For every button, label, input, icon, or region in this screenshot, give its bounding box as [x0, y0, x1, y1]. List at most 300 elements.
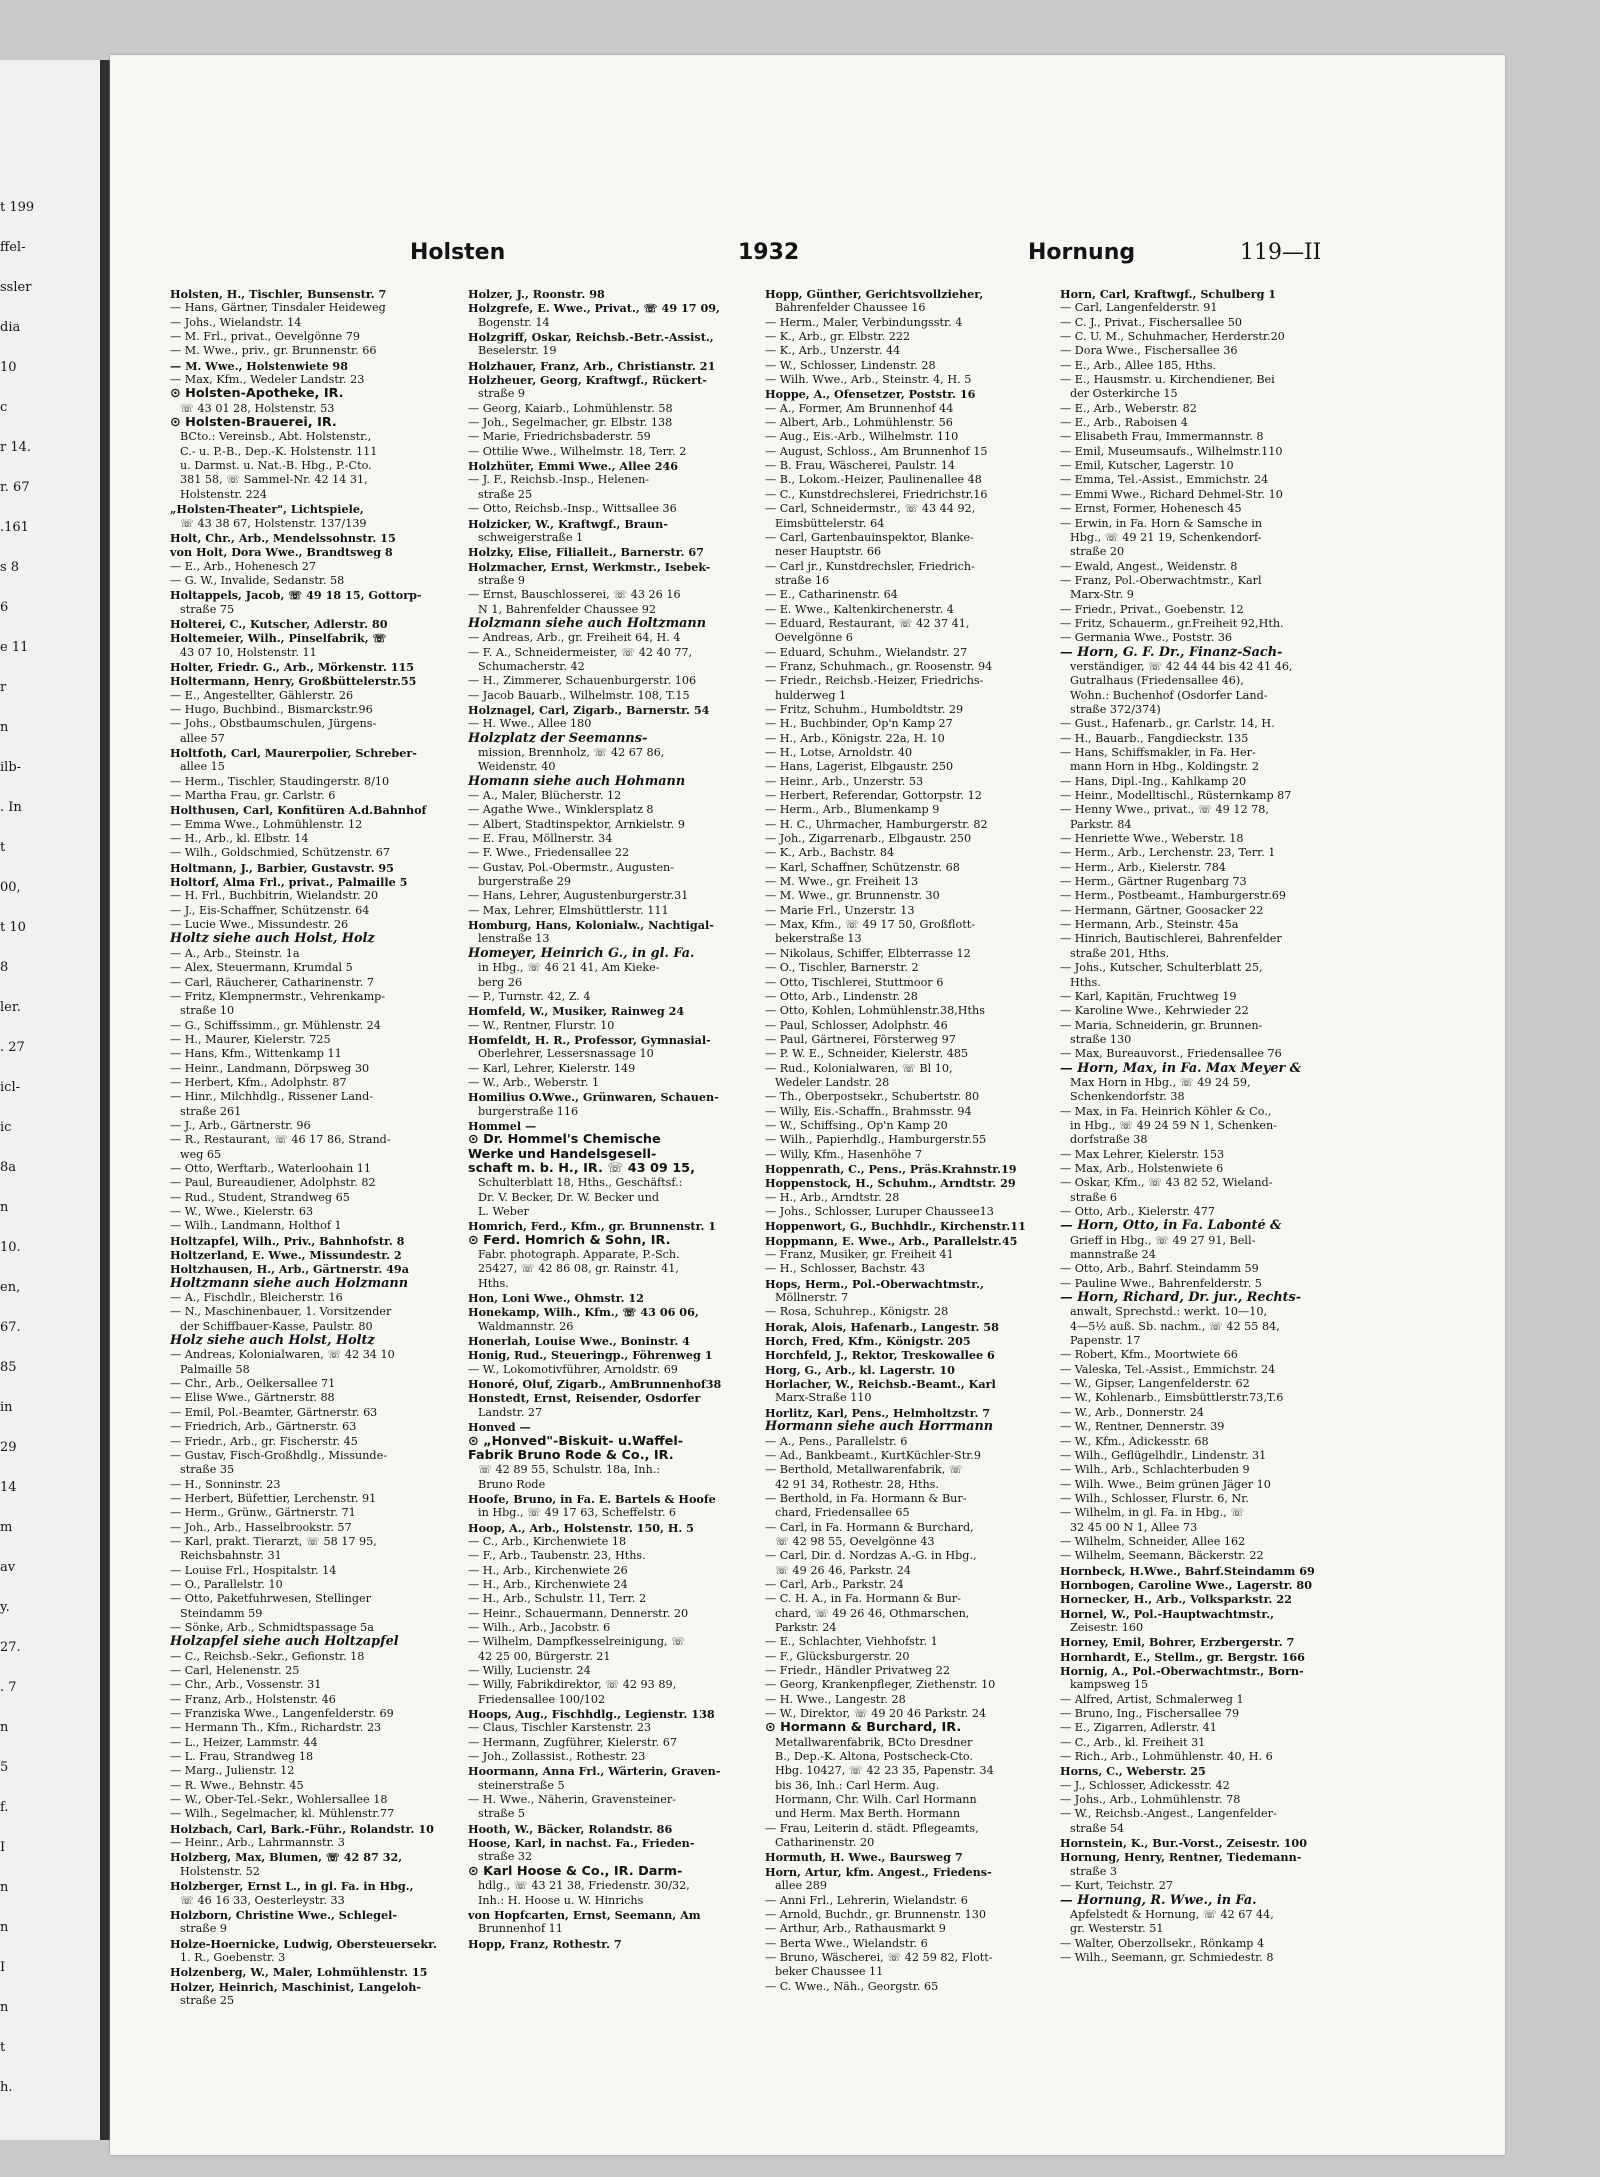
directory-entry-line: — Herm., Grünw., Gärtnerstr. 71: [170, 1506, 356, 1520]
directory-entry-line: Hoppenwort, G., Buchhdlr., Kirchenstr.11: [765, 1219, 1026, 1234]
directory-entry-line: — P., Turnstr. 42, Z. 4: [468, 989, 591, 1003]
directory-entry-line: bis 36, Inh.: Carl Herm. Aug.: [775, 1778, 940, 1792]
directory-entry-line: — Wilh., Segelmacher, kl. Mühlenstr.77: [170, 1807, 395, 1821]
directory-entry-line: — Hans, Gärtner, Tinsdaler Heideweg: [170, 301, 386, 315]
previous-page-fragment: I: [0, 1960, 6, 1975]
directory-entry-line: — Anni Frl., Lehrerin, Wielandstr. 6: [765, 1893, 968, 1907]
directory-entry-line: — C., Reichsb.-Sekr., Gefionstr. 18: [170, 1649, 365, 1663]
directory-entry-line: — C. Wwe., Näh., Georgstr. 65: [765, 1979, 939, 1993]
directory-entry-line: — Rud., Student, Strandweg 65: [170, 1190, 350, 1204]
directory-entry-line: — C. H. A., in Fa. Hormann & Bur-: [765, 1592, 961, 1606]
directory-entry-line: — Johs., Obstbaumschulen, Jürgens-: [170, 717, 377, 731]
previous-page-edge: [0, 60, 100, 2140]
previous-page-fragment: I: [0, 1840, 6, 1855]
directory-entry-line: — Otto, Paketfuhrwesen, Stellinger: [170, 1592, 371, 1606]
directory-entry-line: — Otto, Werftarb., Waterloohain 11: [170, 1161, 371, 1175]
directory-entry-line: Brunnenhof 11: [478, 1922, 563, 1936]
directory-entry-line: — H., Zimmerer, Schauenburgerstr. 106: [468, 674, 697, 688]
directory-entry-line: Holzhauer, Franz, Arb., Christianstr. 21: [468, 358, 716, 373]
directory-entry-line: — A., Former, Am Brunnenhof 44: [765, 401, 954, 415]
directory-entry-line: Holstenstr. 224: [180, 487, 267, 501]
directory-entry-line: — Georg, Kaiarb., Lohmühlenstr. 58: [468, 401, 673, 415]
directory-entry-line: Bahrenfelder Chaussee 16: [775, 301, 926, 315]
directory-entry-line: Hoofe, Bruno, in Fa. E. Bartels & Hoofe: [468, 1491, 716, 1506]
directory-entry-line: Holtzmann siehe auch Holzmann: [170, 1276, 409, 1291]
directory-entry-line: — K., Arb., Bachstr. 84: [765, 846, 895, 860]
directory-entry-line: — Wilh., Arb., Schlachterbuden 9: [1060, 1463, 1250, 1477]
directory-entry-line: — Andreas, Kolonialwaren, ☏ 42 34 10: [170, 1348, 395, 1362]
directory-entry-line: — E. Wwe., Kaltenkirchenerstr. 4: [765, 602, 954, 616]
directory-entry-line: — Martha Frau, gr. Carlstr. 6: [170, 789, 336, 803]
directory-entry-line: — Wilhelm, Schneider, Allee 162: [1060, 1534, 1246, 1548]
directory-entry-line: 42 25 00, Bürgerstr. 21: [478, 1649, 611, 1663]
directory-entry-line: Holzgriff, Oskar, Reichsb.-Betr.-Assist.,: [468, 330, 714, 345]
directory-entry-line: burgerstraße 29: [478, 875, 571, 889]
column-4: [1060, 287, 1330, 1965]
directory-entry-line: Horak, Alois, Hafenarb., Langestr. 58: [765, 1319, 999, 1334]
directory-entry-line: — Marie, Friedrichsbaderstr. 59: [468, 430, 651, 444]
directory-entry-line: Holsten, H., Tischler, Bunsenstr. 7: [170, 287, 387, 301]
directory-entry-line: — Berthold, in Fa. Hormann & Bur-: [765, 1491, 967, 1505]
directory-entry-line: Hopp, Franz, Rothestr. 7: [468, 1936, 622, 1951]
directory-entry-line: — Emil, Pol.-Beamter, Gärtnerstr. 63: [170, 1405, 378, 1419]
directory-entry-line: ⊙ Holsten-Brauerei, IR.: [170, 416, 337, 431]
directory-entry-line: — Max, in Fa. Heinrich Köhler & Co.,: [1060, 1104, 1272, 1118]
directory-entry-line: — Emmi Wwe., Richard Dehmel-Str. 10: [1060, 487, 1283, 501]
directory-entry-line: Hoppenrath, C., Pens., Präs.Krahnstr.19: [765, 1161, 1017, 1176]
directory-entry-line: — Hans, Lehrer, Augustenburgerstr.31: [468, 889, 689, 903]
directory-entry-line: Beselerstr. 19: [478, 344, 557, 358]
directory-entry-line: — Heinr., Arb., Lahrmannstr. 3: [170, 1836, 345, 1850]
directory-entry-line: Marx-Str. 9: [1070, 588, 1134, 602]
previous-page-fragment: r. 67: [0, 480, 30, 495]
directory-entry-line: Inh.: H. Hoose u. W. Hinrichs: [478, 1893, 644, 1907]
directory-entry-line: Horney, Emil, Bohrer, Erzbergerstr. 7: [1060, 1635, 1295, 1650]
directory-entry-line: — Otto, Kohlen, Lohmühlenstr.38,Hths: [765, 1004, 985, 1018]
directory-entry-line: straße 25: [180, 1993, 235, 2007]
directory-entry-line: straße 9: [478, 387, 526, 401]
directory-entry-line: Holtfoth, Carl, Maurerpolier, Schreber-: [170, 746, 417, 760]
directory-entry-line: Bogenstr. 14: [478, 315, 550, 329]
directory-entry-line: — M. Wwe., priv., gr. Brunnenstr. 66: [170, 344, 377, 358]
directory-entry-line: Hon, Loni Wwe., Ohmstr. 12: [468, 1291, 644, 1306]
previous-page-fragment: t: [0, 840, 6, 855]
directory-entry-line: — F., Arb., Taubenstr. 23, Hths.: [468, 1549, 646, 1563]
directory-entry-line: ☏ 49 26 46, Parkstr. 24: [775, 1563, 912, 1577]
directory-entry-line: — W., Arb., Donnerstr. 24: [1060, 1405, 1204, 1419]
directory-entry-line: — Franz, Musiker, gr. Freiheit 41: [765, 1248, 954, 1262]
directory-entry-line: — H., Arb., Schulstr. 11, Terr. 2: [468, 1592, 647, 1606]
directory-entry-line: — N., Maschinenbauer, 1. Vorsitzender: [170, 1305, 392, 1319]
directory-entry-line: — Max, Kfm., ☏ 49 17 50, Großflott-: [765, 918, 976, 932]
previous-page-fragment: y.: [0, 1600, 10, 1615]
directory-entry-line: — C., Kunstdrechslerei, Friedrichstr.16: [765, 487, 988, 501]
directory-entry-line: — Hermann, Arb., Steinstr. 45a: [1060, 918, 1239, 932]
directory-entry-line: — Wilh., Goldschmied, Schützenstr. 67: [170, 846, 391, 860]
directory-entry-line: Honig, Rud., Steueringp., Föhrenweg 1: [468, 1348, 713, 1363]
directory-entry-line: Hoose, Karl, in nachst. Fa., Frieden-: [468, 1836, 695, 1851]
directory-entry-line: — Willy, Fabrikdirektor, ☏ 42 93 89,: [468, 1678, 677, 1692]
directory-entry-line: Hornel, W., Pol.-Hauptwachtmstr.,: [1060, 1606, 1274, 1621]
previous-page-fragment: m: [0, 1520, 13, 1535]
directory-entry-line: — Elisabeth Frau, Immermannstr. 8: [1060, 430, 1264, 444]
directory-entry-line: C.- u. P.-B., Dep.-K. Holstenstr. 111: [180, 444, 378, 458]
directory-entry-line: kampsweg 15: [1070, 1678, 1149, 1692]
previous-page-fragment: av: [0, 1560, 16, 1575]
directory-entry-line: mannstraße 24: [1070, 1248, 1156, 1262]
directory-entry-line: — Germania Wwe., Poststr. 36: [1060, 631, 1233, 645]
previous-page-fragment: .161: [0, 520, 29, 535]
directory-entry-line: Honstedt, Ernst, Reisender, Osdorfer: [468, 1391, 701, 1406]
directory-entry-line: Steindamm 59: [180, 1606, 263, 1620]
directory-entry-line: — Joh., Segelmacher, gr. Elbstr. 138: [468, 416, 673, 430]
directory-entry-line: — C. U. M., Schuhmacher, Herderstr.20: [1060, 330, 1285, 344]
directory-entry-line: — Wilhelm, Dampfkesselreinigung, ☏: [468, 1635, 686, 1649]
directory-page: [110, 55, 1505, 2155]
directory-entry-line: — Joh., Zollassist., Rothestr. 23: [468, 1750, 646, 1764]
directory-entry-line: Holtzapfel, Wilh., Priv., Bahnhofstr. 8: [170, 1233, 405, 1248]
directory-entry-line: ⊙ Dr. Hommel's Chemische: [468, 1133, 661, 1148]
directory-entry-line: — Franziska Wwe., Langenfelderstr. 69: [170, 1707, 394, 1721]
directory-entry-line: — Gustav, Pol.-Obermstr., Augusten-: [468, 860, 675, 874]
previous-page-fragment: 14: [0, 1480, 17, 1495]
directory-entry-line: — H., Arb., Kirchenwiete 26: [468, 1563, 628, 1577]
directory-entry-line: straße 201, Hths.: [1070, 946, 1170, 960]
previous-page-fragment: n: [0, 2000, 9, 2015]
previous-page-fragment: 00,: [0, 880, 21, 895]
directory-entry-line: — H. C., Uhrmacher, Hamburgerstr. 82: [765, 817, 988, 831]
directory-entry-line: Horn, Carl, Kraftwgf., Schulberg 1: [1060, 287, 1277, 301]
directory-entry-line: Holzplatz der Seemanns-: [468, 731, 648, 746]
directory-entry-line: allee 289: [775, 1879, 827, 1893]
directory-entry-line: — Karl, Kapitän, Fruchtweg 19: [1060, 989, 1237, 1003]
directory-entry-line: Holtappels, Jacob, ☏ 49 18 15, Gottorp-: [170, 588, 422, 603]
previous-page-fragment: ic: [0, 1120, 12, 1135]
directory-entry-line: — F. A., Schneidermeister, ☏ 42 40 77,: [468, 645, 693, 659]
directory-entry-line: Hommel —: [468, 1118, 537, 1133]
directory-entry-line: Hornhardt, E., Stellm., gr. Bergstr. 166: [1060, 1649, 1305, 1664]
previous-page-fragment: dia: [0, 320, 21, 335]
directory-entry-line: Hornig, A., Pol.-Oberwachtmstr., Born-: [1060, 1664, 1304, 1678]
directory-entry-line: — W., Kohlenarb., Eimsbüttlerstr.73,T.6: [1060, 1391, 1284, 1405]
directory-entry-line: schaft m. b. H., IR. ☏ 43 09 15,: [468, 1161, 695, 1176]
directory-entry-line: straße 261: [180, 1104, 242, 1118]
directory-entry-line: — Otto, Reichsb.-Insp., Wittsallee 36: [468, 502, 677, 516]
directory-entry-line: Hopp, Günther, Gerichtsvollzieher,: [765, 287, 984, 301]
directory-entry-line: Papenstr. 17: [1070, 1334, 1141, 1348]
directory-entry-line: Weidenstr. 40: [478, 760, 556, 774]
directory-entry-line: — Horn, Otto, in Fa. Labonté &: [1060, 1219, 1282, 1234]
previous-page-fragment: n: [0, 1720, 9, 1735]
directory-entry-line: straße 75: [180, 602, 235, 616]
directory-entry-line: Horlitz, Karl, Pens., Helmholtzstr. 7: [765, 1405, 991, 1420]
directory-entry-line: — Valeska, Tel.-Assist., Emmichstr. 24: [1060, 1362, 1276, 1376]
directory-entry-line: 42 91 34, Rothestr. 28, Hths.: [775, 1477, 939, 1491]
directory-entry-line: — Herm., Arb., Blumenkamp 9: [765, 803, 940, 817]
directory-entry-line: Horg, G., Arb., kl. Lagerstr. 10: [765, 1362, 955, 1377]
directory-entry-line: — W., Reichsb.-Angest., Langenfelder-: [1060, 1807, 1277, 1821]
directory-entry-line: — Hornung, R. Wwe., in Fa.: [1060, 1893, 1257, 1908]
directory-entry-line: — Frau, Leiterin d. städt. Pflegeamts,: [765, 1821, 979, 1835]
directory-entry-line: Hoops, Aug., Fischhdlg., Legienstr. 138: [468, 1707, 715, 1722]
directory-entry-line: Holtzhausen, H., Arb., Gärtnerstr. 49a: [170, 1262, 409, 1277]
directory-entry-line: berg 26: [478, 975, 523, 989]
directory-entry-line: — Heinr., Schauermann, Dennerstr. 20: [468, 1606, 689, 1620]
directory-entry-line: — Rud., Kolonialwaren, ☏ Bl 10,: [765, 1061, 953, 1075]
directory-entry-line: Holzbach, Carl, Bark.-Führ., Rolandstr. 10: [170, 1821, 434, 1836]
directory-entry-line: — Horn, Max, in Fa. Max Meyer &: [1060, 1061, 1302, 1076]
directory-entry-line: — Elise Wwe., Gärtnerstr. 88: [170, 1391, 335, 1405]
directory-entry-line: Metallwarenfabrik, BCto Dresdner: [775, 1735, 973, 1749]
directory-entry-line: — Albert, Arb., Lohmühlenstr. 56: [765, 416, 953, 430]
directory-entry-line: — M. Wwe., gr. Brunnenstr. 30: [765, 889, 940, 903]
directory-entry-line: straße 9: [180, 1922, 228, 1936]
directory-entry-line: — Max, Arb., Holstenwiete 6: [1060, 1161, 1224, 1175]
directory-entry-line: Möllnerstr. 7: [775, 1291, 849, 1305]
directory-entry-line: Gutralhaus (Friedensallee 46),: [1070, 674, 1244, 688]
directory-entry-line: — H., Arb., kl. Elbstr. 14: [170, 832, 309, 846]
directory-entry-line: — Hinrich, Bautischlerei, Bahrenfelder: [1060, 932, 1282, 946]
directory-entry-line: Holzmann siehe auch Holtzmann: [468, 616, 707, 631]
directory-entry-line: — Ewald, Angest., Weidenstr. 8: [1060, 559, 1238, 573]
directory-entry-line: — H., Schlosser, Bachstr. 43: [765, 1262, 926, 1276]
directory-entry-line: — W., Rentner, Flurstr. 10: [468, 1018, 615, 1032]
directory-entry-line: — Wilh. Wwe., Arb., Steinstr. 4, H. 5: [765, 373, 972, 387]
directory-entry-line: — Otto, Tischlerei, Stuttmoor 6: [765, 975, 944, 989]
directory-entry-line: — W., Direktor, ☏ 49 20 46 Parkstr. 24: [765, 1707, 987, 1721]
directory-entry-line: — Jacob Bauarb., Wilhelmstr. 108, T.15: [468, 688, 690, 702]
directory-entry-line: Catharinenstr. 20: [775, 1836, 875, 1850]
directory-entry-line: — Wilh., Landmann, Holthof 1: [170, 1219, 342, 1233]
directory-entry-line: — J., Arb., Gärtnerstr. 96: [170, 1118, 311, 1132]
directory-entry-line: — G. W., Invalide, Sedanstr. 58: [170, 573, 345, 587]
directory-entry-line: Holzer, Heinrich, Maschinist, Langeloh-: [170, 1979, 422, 1994]
directory-entry-line: Hths.: [1070, 975, 1101, 989]
directory-entry-line: — C. J., Privat., Fischersallee 50: [1060, 315, 1243, 329]
directory-entry-line: Homann siehe auch Hohmann: [468, 774, 686, 789]
directory-entry-line: ⊙ Hormann & Burchard, IR.: [765, 1721, 962, 1736]
directory-entry-line: — W., Schiffsing., Op'n Kamp 20: [765, 1118, 948, 1132]
directory-entry-line: Hbg., ☏ 49 21 19, Schenkendorf-: [1070, 530, 1262, 544]
previous-page-fragment: r: [0, 680, 7, 695]
directory-entry-line: — W., Kfm., Adickesstr. 68: [1060, 1434, 1209, 1448]
directory-entry-line: — Andreas, Arb., gr. Freiheit 64, H. 4: [468, 631, 681, 645]
directory-entry-line: straße 9: [478, 573, 526, 587]
directory-entry-line: Holzenberg, W., Maler, Lohmühlenstr. 15: [170, 1965, 428, 1980]
directory-entry-line: — B. Frau, Wäscherei, Paulstr. 14: [765, 459, 956, 473]
directory-entry-line: ☏ 46 16 33, Oesterleystr. 33: [180, 1893, 345, 1907]
directory-entry-line: — Otto, Arb., Kielerstr. 477: [1060, 1205, 1215, 1218]
directory-entry-line: — Carl, Helenenstr. 25: [170, 1664, 300, 1677]
directory-entry-line: — Berta Wwe., Wielandstr. 6: [765, 1936, 928, 1950]
directory-entry-line: — Herm., Gärtner Rugenbarg 73: [1060, 875, 1247, 889]
directory-entry-line: Honerlah, Louise Wwe., Boninstr. 4: [468, 1334, 690, 1349]
previous-page-fragment: 85: [0, 1360, 17, 1375]
directory-entry-line: — Arthur, Arb., Rathausmarkt 9: [765, 1922, 946, 1936]
directory-entry-line: — E., Schlachter, Viehhofstr. 1: [765, 1635, 938, 1649]
directory-entry-line: 381 58, ☏ Sammel-Nr. 42 14 31,: [180, 473, 368, 487]
previous-page-fragment: f.: [0, 1800, 9, 1815]
directory-entry-line: — Max Lehrer, Kielerstr. 153: [1060, 1147, 1225, 1161]
directory-entry-line: — Lucie Wwe., Missundestr. 26: [170, 918, 349, 932]
directory-entry-line: — H., Lotse, Arnoldstr. 40: [765, 746, 913, 759]
directory-entry-line: Hoppe, A., Ofensetzer, Poststr. 16: [765, 387, 976, 402]
directory-entry-line: — Heinr., Landmann, Dörpsweg 30: [170, 1061, 370, 1075]
directory-entry-line: — L., Heizer, Lammstr. 44: [170, 1735, 318, 1749]
directory-entry-line: — E., Arb., Weberstr. 82: [1060, 401, 1197, 415]
directory-entry-line: — Wilh., Schlosser, Flurstr. 6, Nr.: [1060, 1491, 1249, 1505]
directory-entry-line: — W., Gipser, Langenfelderstr. 62: [1060, 1377, 1250, 1391]
directory-entry-line: — Franz, Pol.-Oberwachtmstr., Karl: [1060, 573, 1262, 587]
directory-entry-line: beker Chaussee 11: [775, 1965, 884, 1979]
directory-entry-line: — Johs., Schlosser, Luruper Chaussee13: [765, 1205, 994, 1218]
previous-page-fragment: s 8: [0, 560, 20, 575]
previous-page-fragment: h.: [0, 2080, 13, 2095]
directory-entry-line: — H., Maurer, Kielerstr. 725: [170, 1032, 331, 1046]
directory-entry-line: — Walter, Oberzollsekr., Rönkamp 4: [1060, 1936, 1265, 1950]
directory-entry-line: Hoop, A., Arb., Holstenstr. 150, H. 5: [468, 1520, 694, 1535]
directory-entry-line: — W., Wwe., Kielerstr. 63: [170, 1205, 314, 1218]
directory-entry-line: 4—5½ auß. Sb. nachm., ☏ 42 55 84,: [1070, 1319, 1280, 1333]
directory-entry-line: Holtz siehe auch Holst, Holz: [170, 932, 375, 947]
directory-entry-line: chard, Friedensallee 65: [775, 1506, 910, 1520]
page-number: 119—II: [1240, 240, 1322, 265]
directory-entry-line: Homrich, Ferd., Kfm., gr. Brunnenstr. 1: [468, 1219, 717, 1234]
directory-entry-line: — Karl, prakt. Tierarzt, ☏ 58 17 95,: [170, 1534, 377, 1548]
directory-entry-line: — Louise Frl., Hospitalstr. 14: [170, 1563, 337, 1577]
directory-entry-line: — B., Lokom.-Heizer, Paulinenallee 48: [765, 473, 982, 487]
directory-entry-line: straße 130: [1070, 1032, 1132, 1046]
directory-entry-line: Holstenstr. 52: [180, 1864, 260, 1878]
directory-entry-line: Parkstr. 84: [1070, 817, 1132, 831]
directory-entry-line: — Alfred, Artist, Schmalerweg 1: [1060, 1692, 1244, 1706]
previous-page-fragment: ler.: [0, 1000, 21, 1015]
directory-entry-line: straße 372/374): [1070, 702, 1161, 716]
directory-entry-line: — Claus, Tischler Karstenstr. 23: [468, 1721, 652, 1735]
directory-entry-line: — Ernst, Bauschlosserei, ☏ 43 26 16: [468, 588, 681, 602]
directory-entry-line: Parkstr. 24: [775, 1620, 837, 1634]
previous-page-fragment: . 7: [0, 1680, 17, 1695]
directory-entry-line: Hornbogen, Caroline Wwe., Lagerstr. 80: [1060, 1577, 1313, 1592]
directory-entry-line: — K., Arb., gr. Elbstr. 222: [765, 330, 911, 344]
directory-entry-line: — Heinr., Modelltischl., Rüsternkamp 87: [1060, 789, 1292, 803]
directory-entry-line: B., Dep.-K. Altona, Postscheck-Cto.: [775, 1750, 973, 1764]
directory-entry-line: — Herm., Maler, Verbindungsstr. 4: [765, 315, 963, 329]
directory-entry-line: — Joh., Arb., Hasselbrookstr. 57: [170, 1520, 352, 1534]
directory-entry-line: Schenkendorfstr. 38: [1070, 1090, 1185, 1104]
previous-page-fragment: 10: [0, 360, 17, 375]
directory-entry-line: — Karl, Lehrer, Kielerstr. 149: [468, 1061, 636, 1075]
directory-entry-line: Horn, Artur, kfm. Angest., Friedens-: [765, 1864, 992, 1879]
directory-entry-line: — Herbert, Büfettier, Lerchenstr. 91: [170, 1491, 377, 1505]
directory-entry-line: — E., Arb., Raboisen 4: [1060, 416, 1188, 430]
directory-entry-line: ⊙ Karl Hoose & Co., IR. Darm-: [468, 1864, 683, 1879]
directory-entry-line: — Fritz, Schuhm., Humboldtstr. 29: [765, 702, 964, 716]
directory-entry-line: — Hans, Schiffsmakler, in Fa. Her-: [1060, 746, 1256, 759]
directory-entry-line: — Friedrich, Arb., Gärtnerstr. 63: [170, 1420, 357, 1434]
directory-entry-line: „Holsten-Theater", Lichtspiele,: [170, 502, 364, 517]
directory-entry-line: Schumacherstr. 42: [478, 659, 585, 673]
directory-entry-line: — Franz, Schuhmach., gr. Roosenstr. 94: [765, 659, 993, 673]
directory-entry-line: — Ad., Bankbeamt., KurtKüchler-Str.9: [765, 1448, 981, 1462]
directory-entry-line: u. Darmst. u. Nat.-B. Hbg., P.-Cto.: [180, 459, 372, 473]
directory-entry-line: — Willy, Eis.-Schaffn., Brahmsstr. 94: [765, 1104, 972, 1118]
previous-page-fragment: t: [0, 2040, 6, 2055]
directory-entry-line: — Hans, Kfm., Wittenkamp 11: [170, 1047, 342, 1061]
directory-entry-line: Holtmann, J., Barbier, Gustavstr. 95: [170, 860, 394, 875]
previous-page-fragment: n: [0, 1880, 9, 1895]
directory-entry-line: — H., Bauarb., Fangdieckstr. 135: [1060, 731, 1249, 745]
directory-entry-line: Hooth, W., Bäcker, Rolandstr. 86: [468, 1821, 673, 1836]
directory-entry-line: Holzberg, Max, Blumen, ☏ 42 87 32,: [170, 1850, 403, 1865]
directory-entry-line: Holter, Friedr. G., Arb., Mörkenstr. 115: [170, 659, 415, 674]
directory-entry-line: — J. F., Reichsb.-Insp., Helenen-: [468, 473, 650, 487]
previous-page-fragment: 8: [0, 960, 9, 975]
directory-entry-line: — Carl, Räucherer, Catharinenstr. 7: [170, 975, 375, 989]
directory-entry-line: — C., Arb., Kirchenwiete 18: [468, 1534, 627, 1548]
previous-page-fragment: icl-: [0, 1080, 20, 1095]
directory-entry-line: — H., Arb., Arndtstr. 28: [765, 1190, 900, 1204]
directory-entry-line: — Carl, Dir. d. Nordzas A.-G. in Hbg.,: [765, 1549, 977, 1563]
directory-entry-line: — Wilh., Arb., Jacobstr. 6: [468, 1620, 611, 1634]
directory-entry-line: Friedensallee 100/102: [478, 1692, 606, 1706]
directory-entry-line: — H. Wwe., Allee 180: [468, 717, 592, 731]
directory-entry-line: straße 32: [478, 1850, 533, 1864]
previous-page-fragment: 27.: [0, 1640, 21, 1655]
directory-entry-line: Dr. V. Becker, Dr. W. Becker und: [478, 1190, 660, 1204]
directory-entry-line: Schulterblatt 18, Hths., Geschäftsf.:: [478, 1176, 683, 1190]
directory-entry-line: Hornung, Henry, Rentner, Tiedemann-: [1060, 1850, 1302, 1865]
directory-entry-line: — Herbert, Referendar, Gottorpstr. 12: [765, 789, 982, 803]
directory-entry-line: — Eduard, Schuhm., Wielandstr. 27: [765, 645, 968, 659]
directory-entry-line: anwalt, Sprechstd.: werkt. 10—10,: [1070, 1305, 1267, 1319]
directory-entry-line: — Rich., Arb., Lohmühlenstr. 40, H. 6: [1060, 1750, 1273, 1764]
directory-entry-line: — Hinr., Milchhdlg., Rissener Land-: [170, 1090, 374, 1104]
directory-entry-line: Fabr. photograph. Apparate, P.-Sch.: [478, 1248, 680, 1262]
directory-entry-line: der Schiffbauer-Kasse, Paulstr. 80: [180, 1319, 373, 1333]
directory-entry-line: Max Horn in Hbg., ☏ 49 24 59,: [1070, 1075, 1251, 1089]
directory-entry-line: Homfeldt, H. R., Professor, Gymnasial-: [468, 1032, 711, 1047]
directory-entry-line: Holzmacher, Ernst, Werkmstr., Isebek-: [468, 559, 711, 574]
directory-entry-line: Holzgrefe, E. Wwe., Privat., ☏ 49 17 09,: [468, 301, 720, 316]
directory-entry-line: — Hermann Th., Kfm., Richardstr. 23: [170, 1721, 382, 1735]
directory-entry-line: — J., Schlosser, Adickesstr. 42: [1060, 1778, 1230, 1792]
directory-entry-line: in Hbg., ☏ 46 21 41, Am Kieke-: [478, 961, 660, 975]
directory-entry-line: Marx-Straße 110: [775, 1391, 872, 1405]
directory-entry-line: — E., Hausmstr. u. Kirchendiener, Bei: [1060, 373, 1275, 387]
directory-entry-line: Oevelgönne 6: [775, 631, 853, 645]
directory-entry-line: Palmaille 58: [180, 1362, 250, 1376]
directory-entry-line: Holz siehe auch Holst, Holtz: [170, 1334, 375, 1349]
directory-entry-line: 32 45 00 N 1, Allee 73: [1070, 1520, 1198, 1534]
directory-entry-line: straße 10: [180, 1004, 235, 1018]
directory-entry-line: Holzicker, W., Kraftwgf., Braun-: [468, 516, 668, 531]
directory-entry-line: — H., Sonninstr. 23: [170, 1477, 281, 1491]
directory-entry-line: — Sönke, Arb., Schmidtspassage 5a: [170, 1620, 374, 1634]
directory-entry-line: straße 54: [1070, 1821, 1125, 1835]
column-2: [468, 287, 738, 1951]
directory-entry-line: Hornstein, K., Bur.-Vorst., Zeisestr. 100: [1060, 1836, 1307, 1851]
directory-entry-line: Honved —: [468, 1420, 531, 1435]
directory-entry-line: Holzheuer, Georg, Kraftwgf., Rückert-: [468, 373, 707, 388]
directory-entry-line: bekerstraße 13: [775, 932, 862, 946]
directory-entry-line: ⊙ Holsten-Apotheke, IR.: [170, 387, 344, 402]
directory-entry-line: lenstraße 13: [478, 932, 550, 946]
directory-entry-line: — Hans, Lagerist, Elbgaustr. 250: [765, 760, 954, 774]
directory-entry-line: — Friedr., Händler Privatweg 22: [765, 1664, 950, 1677]
directory-entry-line: Hths.: [478, 1276, 509, 1290]
directory-entry-line: — K., Arb., Unzerstr. 44: [765, 344, 901, 358]
